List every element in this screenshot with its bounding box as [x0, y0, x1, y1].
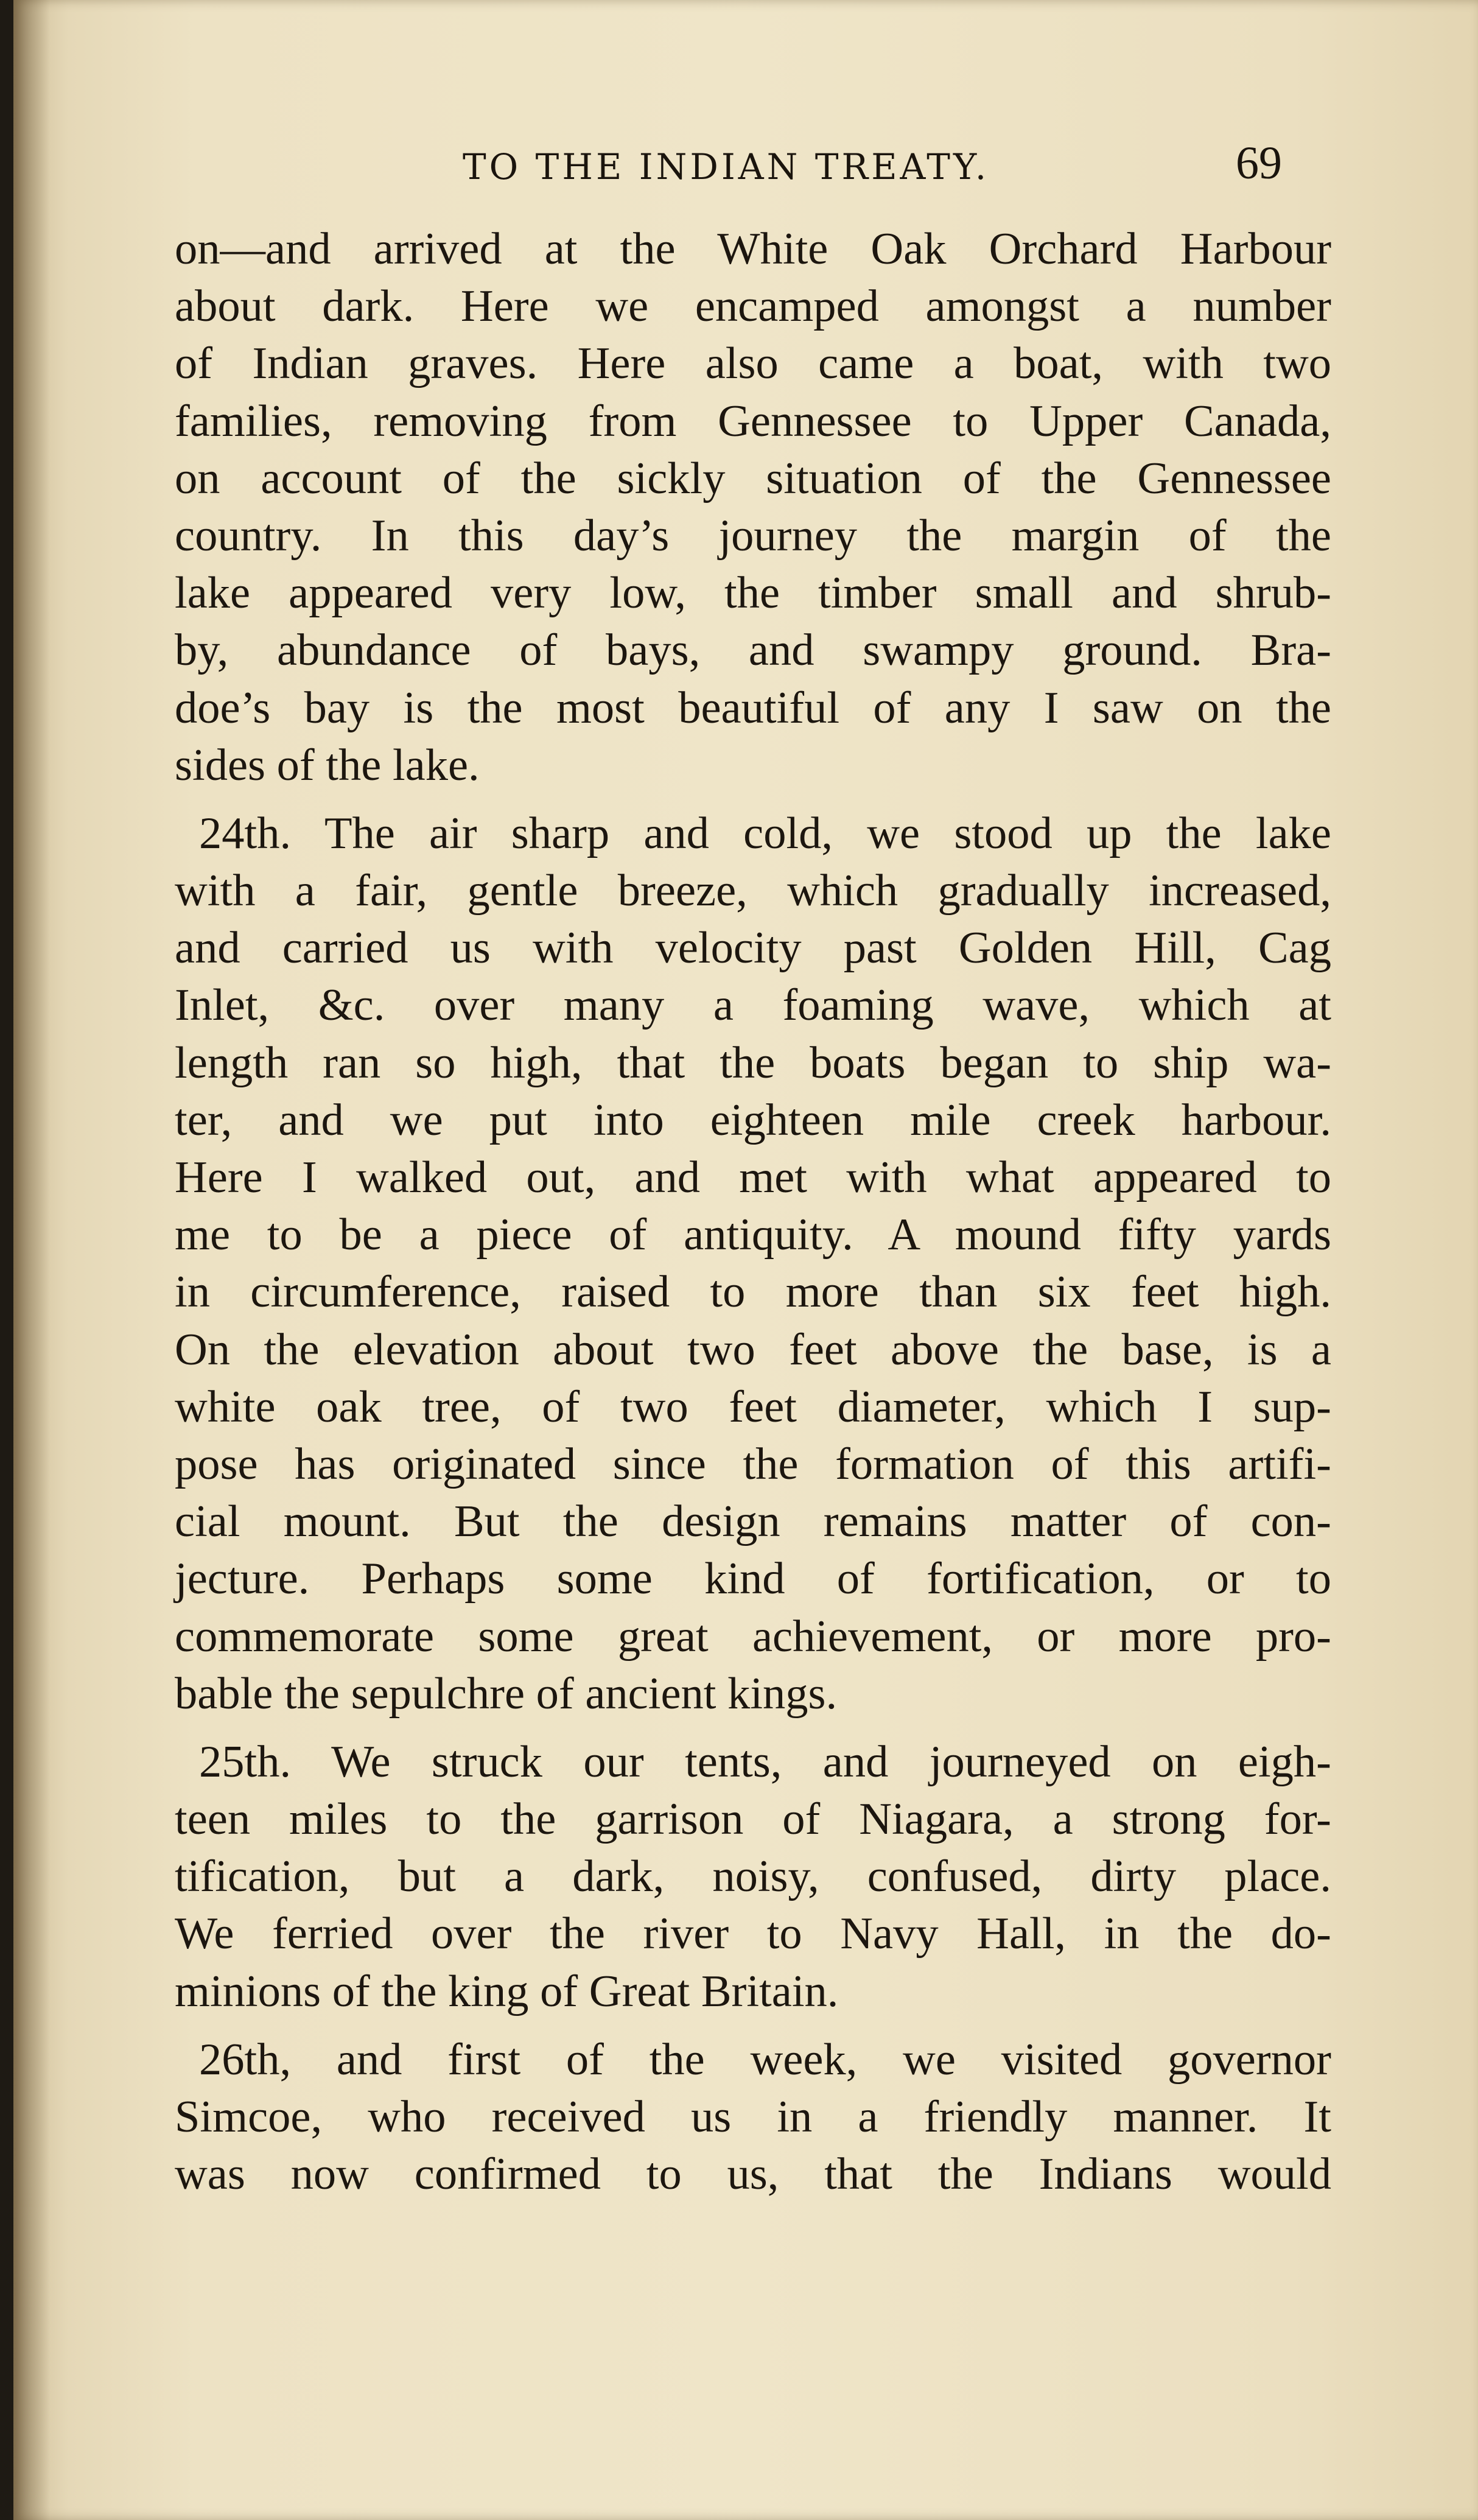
text-line: with a fair, gentle breeze, which gradually increased, — [175, 866, 1331, 916]
text-line: ter, and we put into eighteen mile creek harbour. — [175, 1095, 1331, 1145]
text-line: was now confirmed to us, that the Indians would — [175, 2149, 1331, 2200]
text-line: teen miles to the garrison of Niagara, a strong for- — [175, 1794, 1331, 1845]
text-line: commemorate some great achievement, or more pro- — [175, 1611, 1331, 1662]
text-line: lake appeared very low, the timber small and shrub- — [175, 568, 1331, 619]
text-line: Inlet, &c. over many a foaming wave, which at — [175, 980, 1331, 1031]
text-line: families, removing from Gennessee to Upper Canada, — [175, 396, 1331, 446]
text-line: 26th, and first of the week, we visited governor — [199, 2034, 1331, 2085]
text-line: by, abundance of bays, and swampy ground. Bra- — [175, 625, 1331, 676]
text-line: and carried us with velocity past Golden Hill, Cag — [175, 923, 1331, 974]
text-line: length ran so high, that the boats began to ship wa- — [175, 1037, 1331, 1088]
text-line: sides of the lake. — [175, 740, 480, 790]
text-line: on account of the sickly situation of the Gennessee — [175, 453, 1331, 504]
paragraph-gap — [175, 1722, 1331, 1733]
text-line: in circumference, raised to more than six feet high. — [175, 1267, 1331, 1318]
text-line: On the elevation about two feet above the base, is a — [175, 1324, 1331, 1375]
text-line: doe’s bay is the most beautiful of any I saw on the — [175, 683, 1331, 733]
text-line: me to be a piece of antiquity. A mound fifty yards — [175, 1210, 1331, 1260]
text-line: 24th. The air sharp and cold, we stood up the lake — [199, 808, 1331, 858]
spine-shadow — [13, 0, 50, 2520]
text-line: on—and arrived at the White Oak Orchard Harbour — [175, 224, 1331, 274]
page-number: 69 — [1236, 138, 1282, 189]
text-line: 25th. We struck our tents, and journeyed on eigh- — [199, 1736, 1331, 1787]
text-line: cial mount. But the design remains matter of con- — [175, 1497, 1331, 1547]
text-line: bable the sepulchre of ancient kings. — [175, 1668, 838, 1719]
paragraph-gap — [175, 794, 1331, 805]
text-line: country. In this day’s journey the margin of the — [175, 510, 1331, 561]
text-line: Simcoe, who received us in a friendly manner. It — [175, 2092, 1331, 2142]
running-head: TO THE INDIAN TREATY. — [463, 146, 990, 188]
text-line: Here I walked out, and met with what appeared to — [175, 1153, 1331, 1202]
paragraph-gap — [175, 2020, 1331, 2031]
text-line: of Indian graves. Here also came a boat, with two — [175, 339, 1331, 389]
body-text — [175, 220, 1331, 2203]
text-line: tification, but a dark, noisy, confused, dirty place. — [175, 1851, 1331, 1902]
text-line: We ferried over the river to Navy Hall, in the do- — [175, 1909, 1331, 1959]
text-line: white oak tree, of two feet diameter, which I sup- — [175, 1381, 1331, 1432]
text-line: about dark. Here we encamped amongst a number — [175, 281, 1331, 332]
text-line: jecture. Perhaps some kind of fortification, or to — [175, 1554, 1331, 1604]
text-line: pose has originated since the formation of this artifi- — [175, 1439, 1331, 1489]
text-line: minions of the king of Great Britain. — [175, 1966, 839, 2016]
